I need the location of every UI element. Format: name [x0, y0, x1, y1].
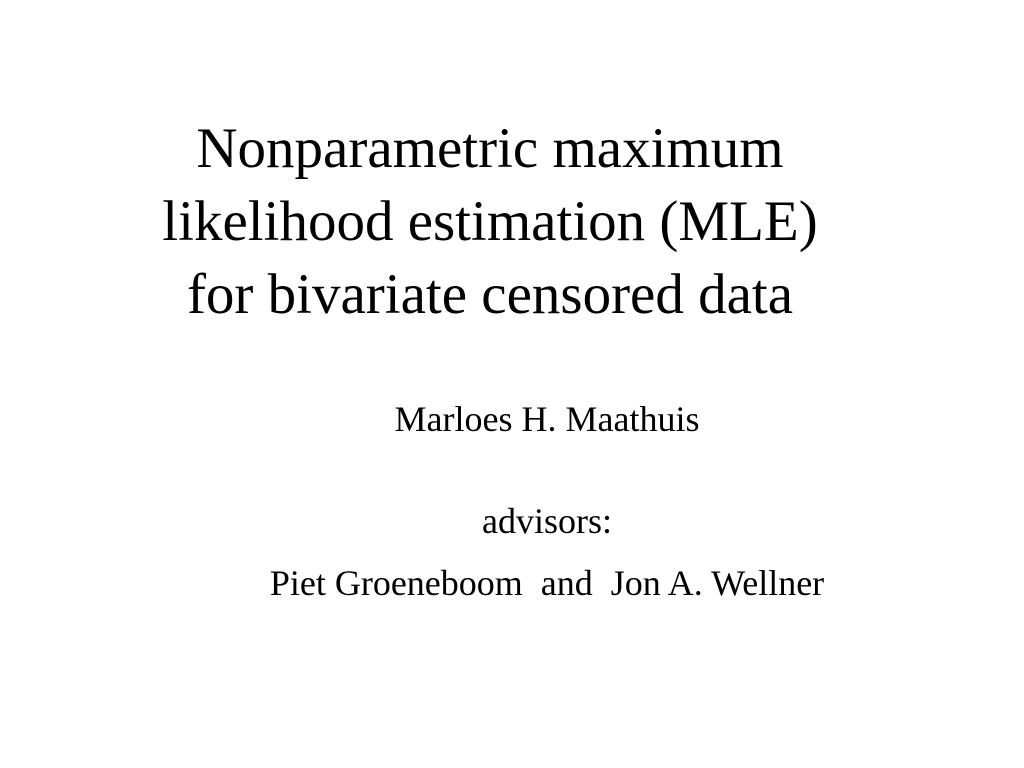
title-line: likelihood estimation (MLE) — [162, 190, 818, 253]
advisors-names: Piet Groeneboom and Jon A. Wellner — [269, 563, 825, 603]
title-line: for bivariate censored data — [186, 263, 794, 326]
author-name: Marloes H. Maathuis — [394, 399, 700, 439]
advisors-label: advisors: — [482, 501, 612, 541]
title-line: Nonparametric maximum — [196, 117, 784, 180]
slide-title — [0, 112, 980, 331]
